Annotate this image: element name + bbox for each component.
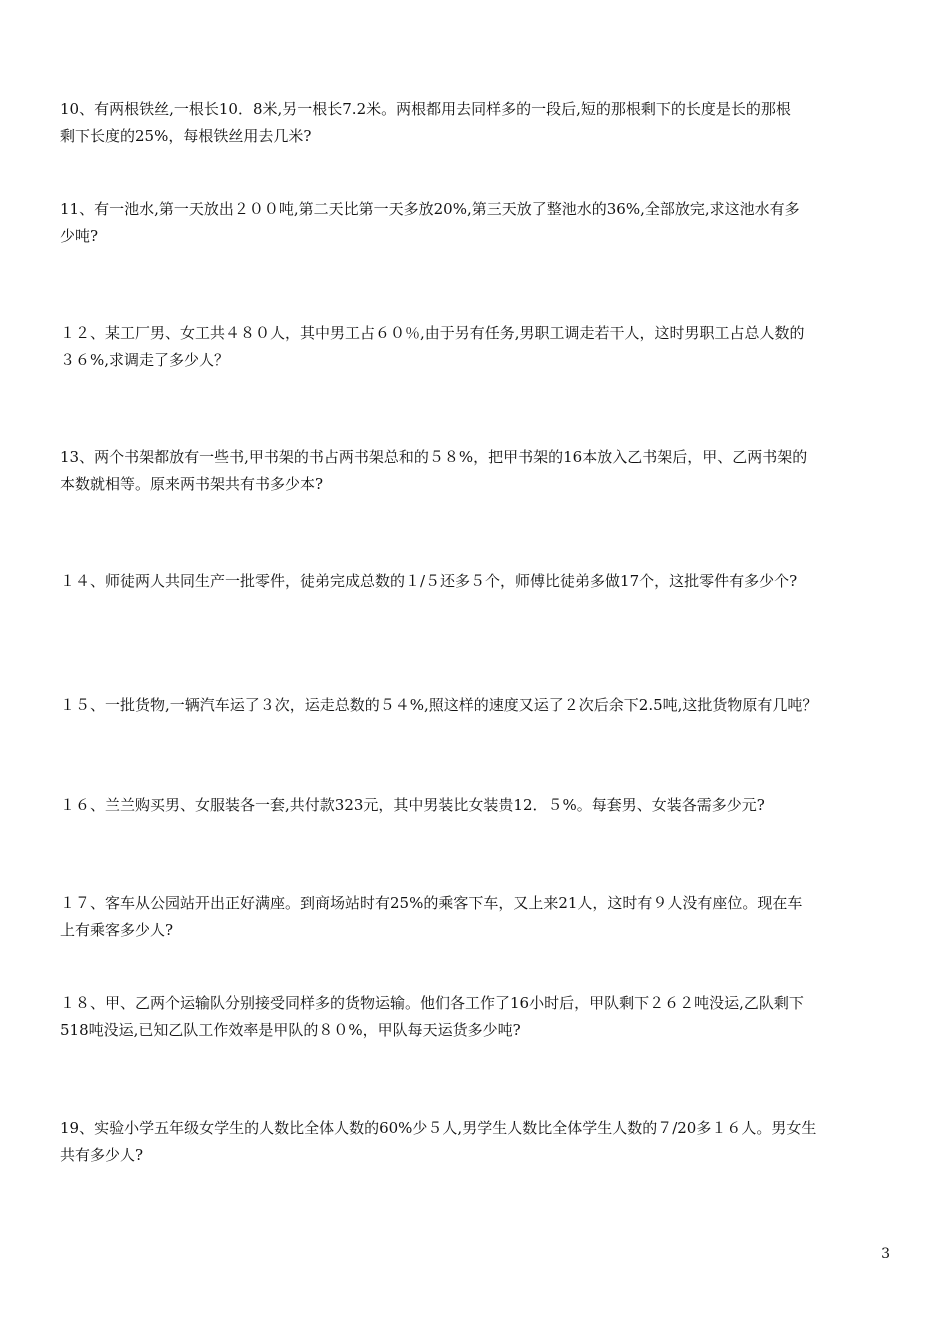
problem-18-line-1: １８、甲、乙两个运输队分别接受同样多的货物运输。他们各工作了16小时后，甲队剩下２６２吨没运,乙队剩下 — [60, 994, 804, 1012]
problem-12 — [60, 320, 905, 374]
problem-14 — [60, 568, 905, 595]
problem-19-line-1: 19、实验小学五年级女学生的人数比全体人数的60%少５人,男学生人数比全体学生人数的７/20多１６人。男女生 — [60, 1119, 817, 1137]
problem-19 — [60, 1115, 905, 1169]
problem-13 — [60, 444, 905, 498]
problem-18 — [60, 990, 905, 1044]
problem-10-line-2: 剩下长度的25%，每根铁丝用去几米? — [60, 127, 312, 145]
problem-16-line-1: １６、兰兰购买男、女服装各一套,共付款323元，其中男装比女装贵12．５%。每套男、女装各需多少元? — [60, 796, 765, 814]
problem-12-line-2: ３６%,求调走了多少人？ — [60, 351, 230, 369]
problem-17-line-2: 上有乘客多少人? — [60, 921, 174, 939]
problem-13-line-1: 13、两个书架都放有一些书,甲书架的书占两书架总和的５８%，把甲书架的16本放入乙书架后，甲、乙两书架的 — [60, 448, 808, 466]
problem-10-line-1: 10、有两根铁丝,一根长10．8米,另一根长7.2米。两根都用去同样多的一段后,短的那根剩下的长度是长的那根 — [60, 100, 791, 118]
problem-11-line-1: 11、有一池水,第一天放出２００吨,第二天比第一天多放20%,第三天放了整池水的36%,全部放完,求这池水有多 — [60, 200, 800, 218]
problem-17 — [60, 890, 905, 944]
problem-18-line-2: 518吨没运,已知乙队工作效率是甲队的８０%，甲队每天运货多少吨? — [60, 1021, 521, 1039]
problem-19-line-2: 共有多少人? — [60, 1146, 144, 1164]
problem-14-line-1: １４、师徒两人共同生产一批零件，徒弟完成总数的１/５还多５个，师傅比徒弟多做17个，这批零件有多少个? — [60, 572, 798, 590]
problem-11 — [60, 196, 905, 250]
problem-15 — [60, 692, 905, 719]
page-number: 3 — [881, 1246, 890, 1262]
problem-13-line-2: 本数就相等。原来两书架共有书多少本? — [60, 475, 324, 493]
problem-15-line-1: １５、一批货物,一辆汽车运了３次，运走总数的５４%,照这样的速度又运了２次后余下2.5吨,这批货物原有几吨？ — [60, 696, 818, 714]
problem-12-line-1: １２、某工厂男、女工共４８０人，其中男工占６０％,由于另有任务,男职工调走若干人，这时男职工占总人数的 — [60, 324, 805, 342]
problem-17-line-1: １７、客车从公园站开出正好满座。到商场站时有25%的乘客下车，又上来21人，这时有９人没有座位。现在车 — [60, 894, 803, 912]
problem-16 — [60, 792, 905, 819]
problem-11-line-2: 少吨? — [60, 227, 99, 245]
problem-10 — [60, 96, 905, 150]
